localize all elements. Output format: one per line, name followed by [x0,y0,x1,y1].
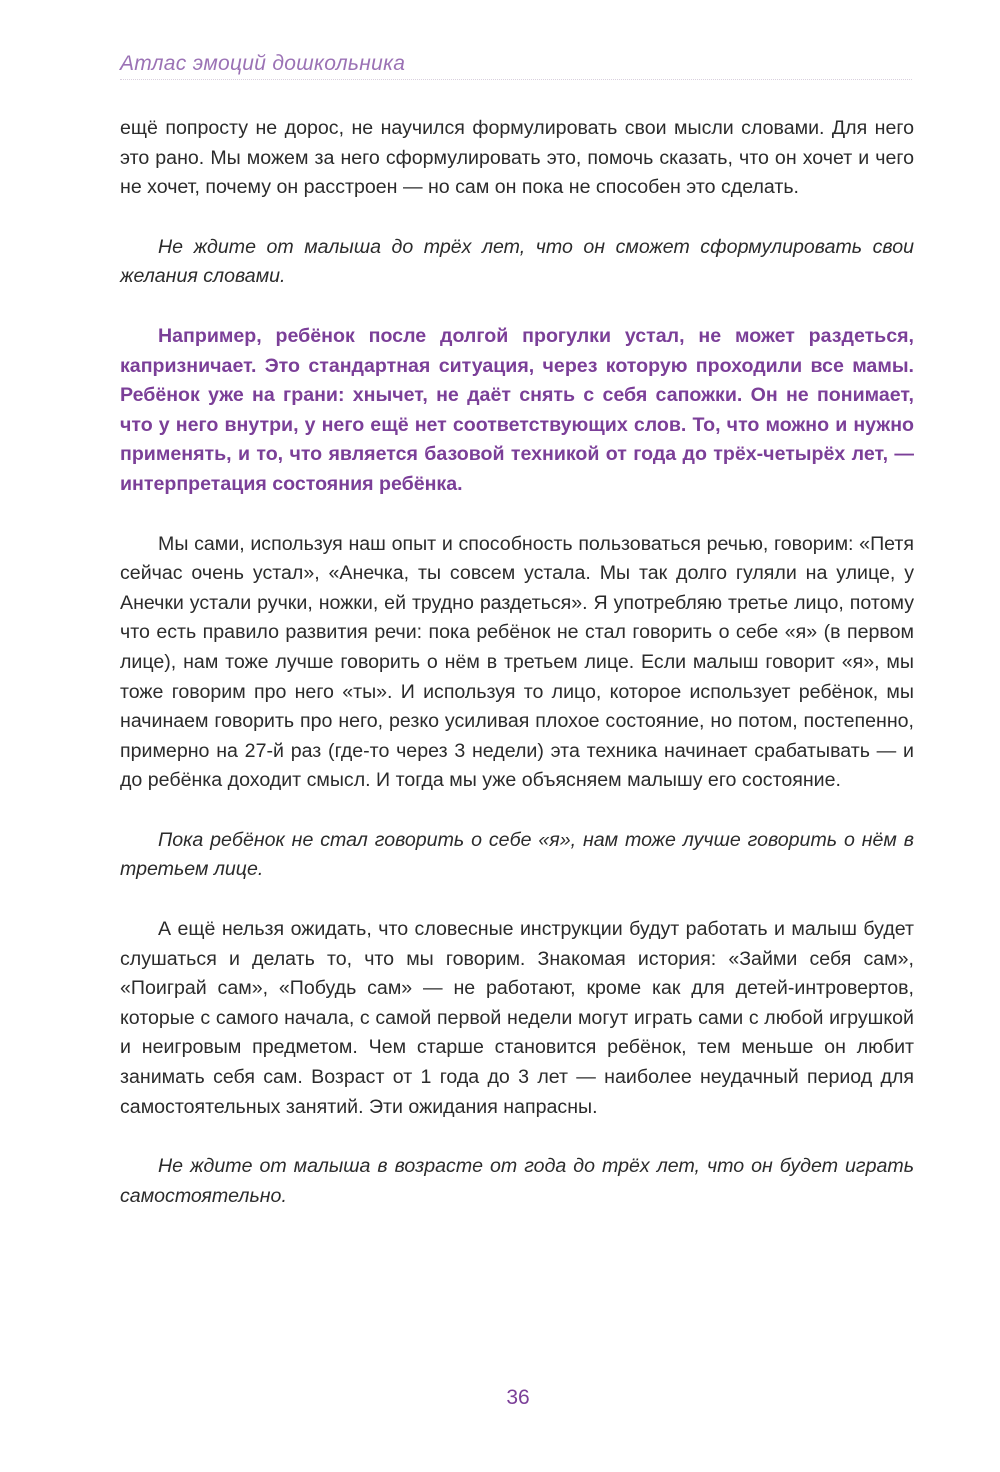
italic-callout-3: Не ждите от малыша в возрасте от года до трёх лет, что он будет играть самостоятельно. [120,1155,914,1207]
paragraph-continuation: ещё попросту не дорос, не научился формулировать свои мысли словами. Для него это рано. Мы можем за него сформулировать это, помочь сказать, что он хочет и чего не хочет, почему он расстроен — но сам он пока не способен это сделать. [120,117,914,199]
page-body [120,114,914,1241]
page-number: 36 [506,1386,530,1409]
highlighted-example: Например, ребёнок после долгой прогулки устал, не может раздеться, капризничает. Это стандартная ситуация, через которую проходили все мамы. Ребёнок уже на грани: хнычет, не даёт снять с себя сапожки. Он не понимает, что у него внутри, у него ещё нет соответствующих слов. То, что можно и нужно применять, и то, что является базовой техникой от года до трёх-четырёх лет, — интерпретация состояния ребёнка. [120,324,914,495]
header-divider [120,79,912,80]
italic-callout-1: Не ждите от малыша до трёх лет, что он сможет сформулировать свои желания словами. [120,235,914,288]
running-header: Атлас эмоций дошкольника [120,52,406,75]
italic-callout-2: Пока ребёнок не стал говорить о себе «я», нам тоже лучше говорить о нём в третьем лице. [120,828,914,881]
paragraph-interpretation: Мы сами, используя наш опыт и способность пользоваться речью, говорим: «Петя сейчас очень устал», «Анечка, ты совсем устала. Мы так долго гуляли на улице, у Анечки устали ручки, ножки, ей трудно раздеться». Я употребляю третье лицо, потому что есть правило развития речи: пока ребёнок не стал говорить о себе «я» (в первом лице), нам тоже лучше говорить о нём в третьем лице. Если малыш говорит «я», мы тоже говорим про него «ты». И используя то лицо, которое использует ребёнок, мы начинаем говорить про него, резко усиливая плохое состояние, но потом, постепенно, примерно на 27-й раз (где-то через 3 недели) эта техника начинает срабатывать — и до ребёнка доходит смысл. И тогда мы уже объясняем малышу его состояние. [120,532,914,792]
paragraph-instructions: А ещё нельзя ожидать, что словесные инструкции будут работать и малыш будет слушаться и делать то, что мы говорим. Знакомая история: «Займи себя сам», «Поиграй сам», «Побудь сам» — не работают, кроме как для детей-интровертов, которые с самого начала, с самой первой недели могут играть сами с любой игрушкой и неигровым предметом. Чем старше становится ребёнок, тем меньше он любит занимать себя сам. Возраст от 1 года до 3 лет — наиболее неудачный период для самостоятельных занятий. Эти ожидания напрасны. [120,918,914,1118]
